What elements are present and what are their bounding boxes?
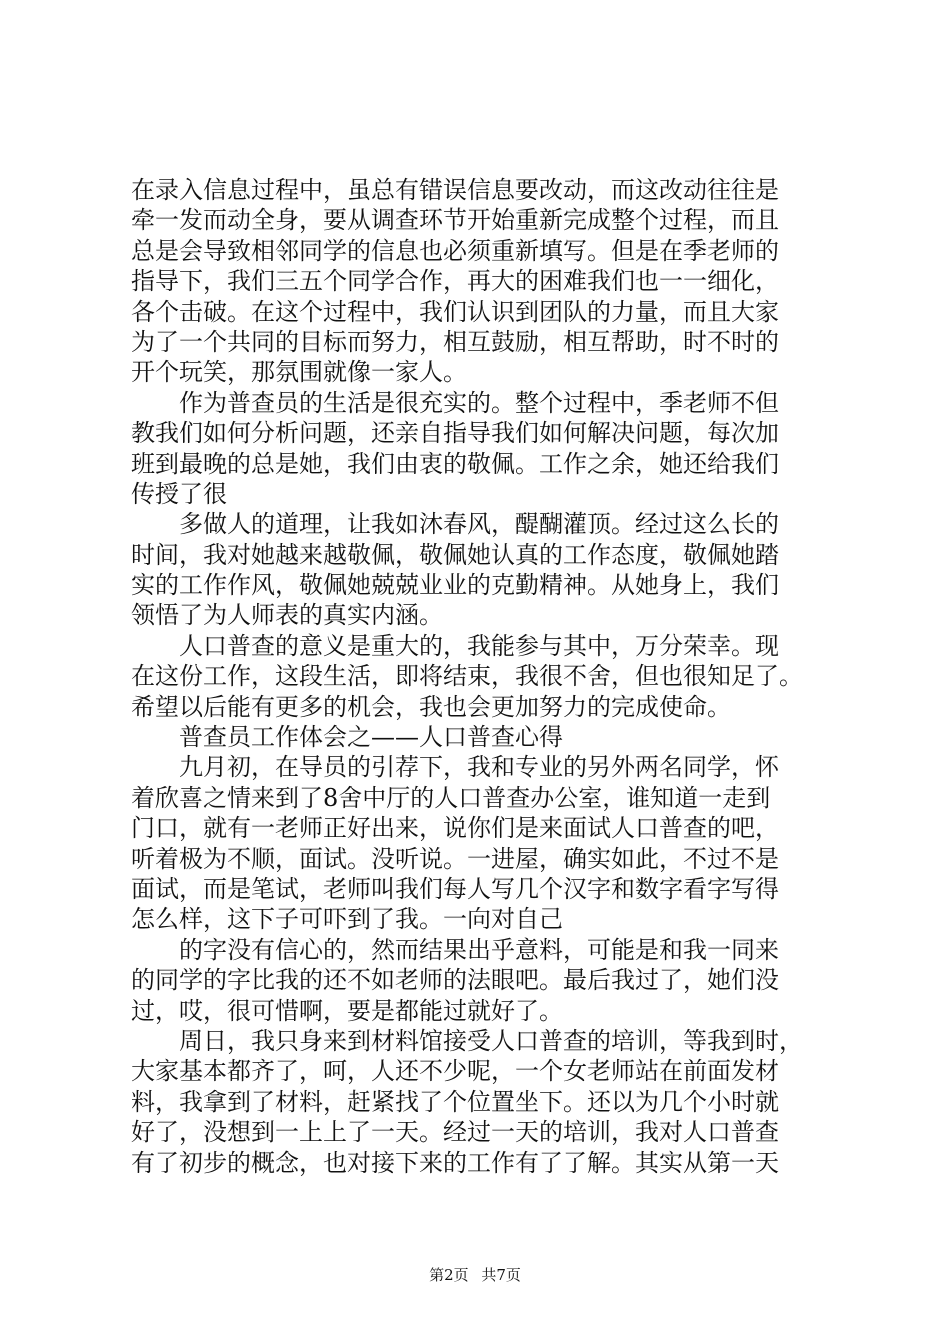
text-line: 各个击破。在这个过程中，我们认识到团队的力量，而且大家 [131, 297, 779, 326]
text-line: 怎么样，这下子可吓到了我。一向对自己 [131, 905, 563, 934]
text-line: 实的工作作风，敬佩她兢兢业业的克勤精神。从她身上，我们 [131, 571, 779, 600]
text-line: 的同学的字比我的还不如老师的法眼吧。最后我过了，她们没 [131, 966, 779, 995]
text-line: 时间，我对她越来越敬佩，敬佩她认真的工作态度，敬佩她踏 [131, 540, 779, 569]
page-footer [0, 1264, 950, 1285]
paragraph-first-line: 作为普查员的生活是很充实的。整个过程中，季老师不但 [179, 388, 779, 417]
paragraph-first-line: 九月初，在导员的引荐下，我和专业的另外两名同学，怀 [179, 753, 779, 782]
text-line: 牵一发而动全身，要从调查环节开始重新完成整个过程，而且 [131, 206, 779, 235]
text-line: 门口，就有一老师正好出来，说你们是来面试人口普查的吧， [131, 814, 779, 843]
text-line: 指导下，我们三五个同学合作，再大的困难我们也一一细化， [131, 267, 779, 296]
text-line: 班到最晚的总是她，我们由衷的敬佩。工作之余，她还给我们 [131, 449, 779, 478]
text-line: 听着极为不顺，面试。没听说。一进屋，确实如此，不过不是 [131, 844, 779, 873]
paragraph-first-line: 的字没有信心的，然而结果出乎意料，可能是和我一同来 [179, 935, 779, 964]
paragraph-first-line: 人口普查的意义是重大的，我能参与其中，万分荣幸。现 [179, 631, 779, 660]
text-line: 开个玩笑，那氛围就像一家人。 [131, 358, 467, 387]
text-line: 着欣喜之情来到了8舍中厅的人口普查办公室，谁知道一走到 [131, 783, 771, 812]
text-line: 大家基本都齐了，呵，人还不少呢，一个女老师站在前面发材 [131, 1057, 779, 1086]
text-line: 面试，而是笔试，老师叫我们每人写几个汉字和数字看字写得 [131, 874, 779, 903]
text-line: 领悟了为人师表的真实内涵。 [131, 601, 443, 630]
document-body [131, 175, 831, 1178]
text-line: 过，哎，很可惜啊，要是都能过就好了。 [131, 996, 563, 1025]
text-line: 料，我拿到了材料，赶紧找了个位置坐下。还以为几个小时就 [131, 1087, 779, 1116]
text-line: 总是会导致相邻同学的信息也必须重新填写。但是在季老师的 [131, 236, 779, 265]
page-number: 第2页 [429, 1266, 469, 1284]
text-line: 在录入信息过程中，虽总有错误信息要改动，而这改动往往是 [131, 176, 779, 204]
page-total: 共7页 [481, 1266, 521, 1284]
text-line: 在这份工作，这段生活，即将结束，我很不舍，但也很知足了。 [131, 662, 803, 691]
paragraph-first-line: 多做人的道理，让我如沐春风，醍醐灌顶。经过这么长的 [179, 510, 779, 539]
text-line: 教我们如何分析问题，还亲自指导我们如何解决问题，每次加 [131, 419, 779, 448]
text-line: 希望以后能有更多的机会，我也会更加努力的完成使命。 [131, 692, 731, 721]
text-line: 传授了很 [131, 479, 227, 508]
text-line: 好了，没想到一上上了一天。经过一天的培训，我对人口普查 [131, 1118, 779, 1147]
text-line: 有了初步的概念，也对接下来的工作有了了解。其实从第一天 [131, 1148, 779, 1177]
section-heading: 普查员工作体会之——人口普查心得 [179, 723, 563, 752]
text-line: 为了一个共同的目标而努力，相互鼓励，相互帮助，时不时的 [131, 327, 779, 356]
paragraph-first-line: 周日，我只身来到材料馆接受人口普查的培训，等我到时， [179, 1026, 803, 1055]
